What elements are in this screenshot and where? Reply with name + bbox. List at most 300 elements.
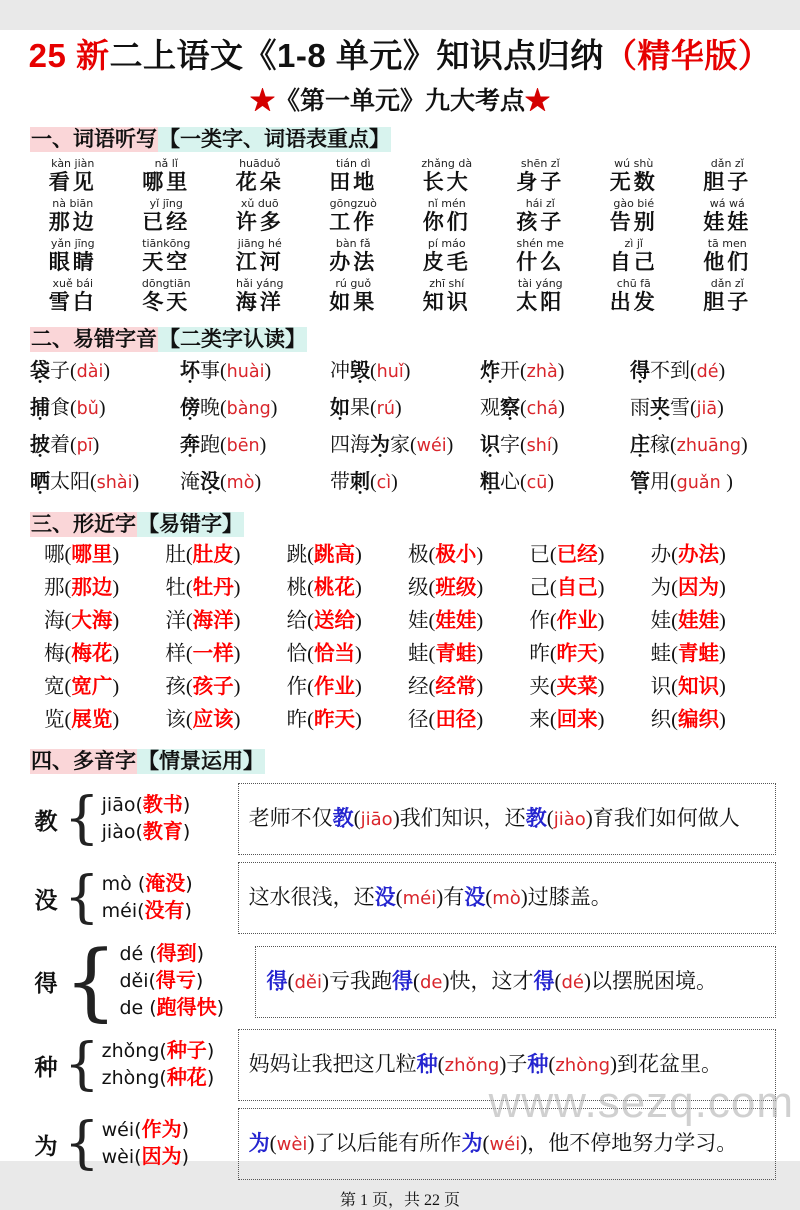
pinyin-paren: (rú)	[370, 397, 402, 419]
pinyin-paren: (zhà)	[520, 360, 565, 382]
pinyin-label: zì jǐ	[624, 237, 643, 250]
char-after: 不到	[650, 360, 690, 382]
word-cell	[120, 277, 214, 314]
pinyin-red: guǎn	[676, 473, 727, 493]
example-sentence: 这水很浅，还没(méi)有没(mò)过膝盖。	[249, 882, 612, 914]
base-char: 来	[529, 709, 550, 731]
pinyin-label: yǎn jīng	[50, 237, 95, 250]
example-word: 极小	[435, 544, 477, 566]
pronunciation-option: zhòng(种花)	[101, 1067, 215, 1089]
star-icon: ★	[249, 87, 275, 115]
similar-char-item: 织(编织)	[650, 709, 726, 731]
subtitle-text: 《第一单元》九大考点	[274, 87, 525, 115]
similar-char-item: 洋(海洋)	[165, 610, 241, 632]
example-word: 昨天	[313, 709, 355, 731]
word-text: 冬天	[142, 290, 191, 314]
error-sound-item	[480, 470, 630, 495]
pinyin-paren: (cū)	[520, 471, 555, 493]
sentence-pinyin: zhòng	[555, 1055, 611, 1076]
pinyin-red: shài	[96, 473, 133, 493]
base-char: 恰	[286, 643, 308, 665]
example-word: 跳高	[313, 544, 355, 566]
base-char: 该	[165, 709, 186, 731]
word-cell	[494, 197, 588, 234]
section-4-header	[30, 748, 800, 775]
pinyin-paren: (shí)	[520, 434, 559, 456]
base-char: 己	[529, 577, 550, 599]
base-char: 娃	[408, 610, 429, 632]
base-char: 经	[408, 676, 429, 698]
word-text: 他们	[703, 250, 752, 274]
emphasized-char: 炸	[480, 360, 500, 382]
word-cell	[494, 237, 588, 274]
base-char: 办	[650, 544, 672, 566]
title-main: 二上语文《1-8 单元》知识点归纳	[109, 37, 604, 74]
base-char: 识	[650, 676, 672, 698]
polyphone-entry	[30, 1029, 776, 1101]
word-text: 工作	[329, 210, 378, 234]
polyphone-entry	[30, 783, 776, 855]
example-word: 娃娃	[677, 610, 719, 632]
similar-char-item: 牡(牡丹)	[165, 577, 241, 599]
option-pinyin: wéi	[101, 1119, 135, 1141]
similar-char-item: 夹(夹菜)	[529, 676, 605, 698]
similar-char-item: 来(回来)	[529, 709, 605, 731]
similar-char-item: 昨(昨天)	[286, 709, 362, 731]
option-pinyin: zhòng	[101, 1067, 160, 1089]
base-char: 作	[529, 610, 550, 632]
pinyin-label: wá wá	[709, 197, 745, 210]
polyphone-char: 教	[34, 808, 58, 834]
option-word: 因为	[141, 1146, 182, 1168]
word-text: 娃娃	[703, 210, 752, 234]
sentence-polyphone-char: 得	[266, 968, 288, 993]
error-sound-item	[480, 359, 630, 384]
section-1-tag: 【一类字、词语表重点】	[159, 128, 390, 151]
section-2-tag: 【二类字认读】	[159, 328, 306, 351]
example-word: 编织	[677, 709, 719, 731]
example-word: 田径	[435, 709, 477, 731]
similar-char-item: 娃(娃娃)	[650, 610, 726, 632]
brace-glyph: {	[64, 1031, 100, 1097]
sentence-pinyin: mò	[492, 888, 521, 909]
pronunciation-option: de (跑得快)	[119, 997, 225, 1019]
example-sentence-box	[255, 946, 776, 1018]
pronunciation-options	[102, 792, 238, 846]
example-word: 恰当	[313, 643, 355, 665]
example-sentence-box	[238, 862, 776, 934]
example-word: 因为	[677, 577, 719, 599]
similar-char-item: 已(已经)	[529, 544, 605, 566]
similar-char-item: 那(那边)	[44, 577, 120, 599]
example-sentence-box	[238, 1029, 776, 1101]
similar-char-item: 昨(昨天)	[529, 643, 605, 665]
sentence-polyphone-char: 没	[374, 885, 396, 909]
polyphone-char: 得	[34, 971, 58, 996]
pinyin-label: dōngtiān	[141, 277, 191, 290]
word-text: 胆子	[703, 290, 752, 314]
pinyin-label: yǐ jīng	[149, 197, 183, 210]
pinyin-paren: (dé)	[690, 360, 726, 382]
option-pinyin: jiào	[101, 821, 136, 843]
emphasized-char: 晒	[30, 471, 50, 493]
word-cell	[587, 197, 681, 234]
similar-char-item: 极(极小)	[408, 544, 484, 566]
word-cell	[213, 197, 307, 234]
error-sound-grid	[30, 359, 780, 495]
error-sound-item	[180, 433, 330, 458]
pinyin-label: hǎi yáng	[236, 277, 284, 290]
error-sound-item	[330, 433, 480, 458]
example-word: 肚皮	[192, 544, 234, 566]
word-cell	[213, 237, 307, 274]
example-word: 应该	[192, 709, 234, 731]
polyphone-char: 没	[34, 887, 58, 913]
emphasized-char: 管	[630, 471, 650, 493]
page-title	[0, 30, 800, 77]
sentence-pinyin: dé	[561, 971, 584, 993]
word-cell	[26, 157, 120, 194]
sentence-polyphone-char: 得	[533, 968, 555, 993]
word-text: 哪里	[142, 170, 191, 194]
similar-char-item: 该(应该)	[165, 709, 241, 731]
section-2-header	[30, 326, 800, 353]
sentence-polyphone-char: 教	[332, 806, 354, 830]
sentence-pinyin: děi	[294, 971, 322, 993]
pronunciation-option: jiào(教育)	[101, 821, 191, 843]
error-sound-item	[480, 396, 630, 421]
pinyin-label: shēn zǐ	[520, 157, 560, 170]
title-suffix: （精华版）	[603, 37, 772, 74]
pinyin-paren: (mò)	[220, 471, 262, 493]
base-char: 径	[408, 709, 429, 731]
pinyin-label: zhī shí	[429, 277, 465, 290]
example-sentence-box	[238, 1108, 776, 1180]
similar-char-item: 为(因为)	[650, 577, 726, 599]
emphasized-char: 没	[200, 471, 220, 493]
pinyin-red: bǔ	[76, 399, 99, 419]
base-char: 昨	[286, 709, 308, 731]
emphasized-char: 披	[30, 434, 50, 456]
word-cell	[681, 277, 775, 314]
pinyin-red: dài	[76, 362, 104, 382]
example-word: 桃花	[313, 577, 355, 599]
pinyin-red: cū	[526, 473, 548, 493]
char-before: 雨	[630, 397, 650, 419]
option-word: 教育	[142, 821, 183, 843]
emphasized-char: 捕	[30, 397, 50, 419]
emphasized-char: 为	[370, 434, 390, 456]
pinyin-red: bēn	[226, 436, 260, 456]
sentence-polyphone-char: 种	[416, 1052, 438, 1076]
base-char: 海	[44, 610, 65, 632]
emphasized-char: 察	[500, 397, 520, 419]
similar-char-item: 办(办法)	[650, 544, 726, 566]
word-text: 那边	[48, 210, 97, 234]
pronunciation-options	[102, 871, 238, 925]
emphasized-char: 傍	[180, 397, 200, 419]
example-sentence: 为(wèi)了以后能有所作为(wéi)，他不停地努力学习。	[249, 1128, 738, 1160]
similar-char-item: 肚(肚皮)	[165, 544, 241, 566]
option-pinyin: jiāo	[101, 794, 136, 816]
pinyin-paren: (jiā)	[690, 397, 724, 419]
char-after: 字	[500, 434, 520, 456]
word-cell	[307, 157, 401, 194]
word-cell	[307, 237, 401, 274]
example-word: 回来	[556, 709, 598, 731]
word-text: 海洋	[235, 290, 284, 314]
polyphone-entry	[30, 1108, 776, 1180]
word-text: 什么	[516, 250, 565, 274]
error-sound-item	[630, 359, 780, 384]
example-word: 班级	[435, 577, 477, 599]
word-text: 出发	[609, 290, 658, 314]
base-char: 昨	[529, 643, 550, 665]
worksheet-page	[0, 30, 800, 1209]
sentence-pinyin: jiào	[553, 809, 586, 830]
error-sound-item	[630, 470, 780, 495]
polyphone-entry	[30, 862, 776, 934]
pronunciation-option: zhǒng(种子)	[101, 1040, 215, 1062]
pinyin-label: shén me	[516, 237, 564, 250]
option-word: 淹没	[145, 873, 186, 895]
emphasized-char: 夹	[650, 397, 670, 419]
example-word: 昨天	[556, 643, 598, 665]
similar-char-item: 跳(跳高)	[286, 544, 362, 566]
example-word: 自己	[556, 577, 598, 599]
pinyin-red: wéi	[416, 436, 447, 456]
pinyin-red: huài	[226, 362, 265, 382]
pinyin-label: tài yáng	[517, 277, 563, 290]
pinyin-red: jiā	[696, 399, 718, 419]
pinyin-red: huǐ	[376, 362, 404, 382]
word-cell	[681, 157, 775, 194]
similar-char-item: 己(自己)	[529, 577, 605, 599]
pronunciation-options	[102, 1038, 238, 1092]
emphasized-char: 坏	[180, 360, 200, 382]
pronunciation-option: méi(没有)	[101, 900, 192, 922]
base-char: 级	[408, 577, 429, 599]
example-sentence: 老师不仅教(jiāo)我们知识，还教(jiào)育我们如何做人	[249, 803, 740, 835]
word-cell	[26, 237, 120, 274]
word-text: 知识	[422, 290, 471, 314]
word-cell	[307, 197, 401, 234]
word-text: 办法	[329, 250, 378, 274]
pinyin-red: zhà	[526, 362, 558, 382]
similar-char-item: 娃(娃娃)	[408, 610, 484, 632]
base-char: 哪	[44, 544, 65, 566]
word-text: 雪白	[48, 290, 97, 314]
char-after: 事	[200, 360, 220, 382]
pinyin-paren: (bēn)	[220, 434, 267, 456]
pinyin-red: zhuāng	[676, 436, 741, 456]
similar-char-item: 蛙(青蛙)	[650, 643, 726, 665]
option-word: 得亏	[155, 970, 196, 992]
error-sound-item	[30, 433, 180, 458]
error-sound-item	[180, 359, 330, 384]
similar-char-item: 恰(恰当)	[286, 643, 362, 665]
example-word: 海洋	[192, 610, 234, 632]
word-cell	[494, 157, 588, 194]
word-dictation-table	[26, 157, 774, 314]
similar-char-item: 给(送给)	[286, 610, 362, 632]
word-text: 长大	[422, 170, 471, 194]
emphasized-char: 刺	[350, 471, 370, 493]
example-word: 作业	[313, 676, 355, 698]
option-word: 种子	[166, 1040, 207, 1062]
option-word: 作为	[141, 1119, 182, 1141]
pinyin-paren: (dài)	[70, 360, 111, 382]
base-char: 作	[286, 676, 308, 698]
sentence-polyphone-char: 种	[527, 1052, 549, 1076]
pronunciation-option: děi(得亏)	[119, 970, 204, 992]
word-cell	[120, 157, 214, 194]
error-sound-item	[330, 396, 480, 421]
sentence-polyphone-char: 没	[464, 885, 486, 909]
example-word: 宽广	[71, 676, 113, 698]
base-char: 样	[165, 643, 186, 665]
error-sound-item	[480, 433, 630, 458]
page-number: 第 1 页，共 22 页	[339, 1192, 460, 1209]
sentence-polyphone-char: 为	[248, 1131, 270, 1155]
section-3-tag: 【易错字】	[138, 513, 243, 536]
polyphone-char: 种	[34, 1054, 58, 1080]
pinyin-paren: (wéi)	[410, 434, 454, 456]
example-word: 办法	[677, 544, 719, 566]
section-4-title: 四、多音字	[31, 750, 136, 773]
pronunciation-option: jiāo(教书)	[101, 794, 191, 816]
char-after: 跑	[200, 434, 220, 456]
pinyin-paren: (shài)	[90, 471, 140, 493]
pinyin-paren: (huǐ)	[370, 360, 411, 382]
example-sentence: 妈妈让我把这几粒种(zhǒng)子种(zhòng)到花盆里。	[249, 1049, 722, 1081]
base-char: 览	[44, 709, 65, 731]
pinyin-paren: (guǎn )	[670, 471, 733, 493]
word-text: 皮毛	[422, 250, 471, 274]
base-char: 织	[650, 709, 672, 731]
similar-char-item: 宽(宽广)	[44, 676, 120, 698]
pinyin-paren: (cì)	[370, 471, 398, 493]
pinyin-label: dǎn zǐ	[710, 277, 744, 290]
pronunciation-option: wèi(因为)	[101, 1146, 189, 1168]
similar-char-item: 览(展览)	[44, 709, 120, 731]
sentence-pinyin: wéi	[489, 1134, 521, 1155]
example-word: 展览	[71, 709, 113, 731]
pronunciation-option: mò (淹没)	[101, 873, 193, 895]
pinyin-label: xuě bái	[52, 277, 94, 290]
error-sound-item	[630, 433, 780, 458]
polyphone-list	[30, 783, 776, 1180]
word-text: 告别	[609, 210, 658, 234]
word-cell	[494, 277, 588, 314]
example-word: 作业	[556, 610, 598, 632]
example-word: 夹菜	[556, 676, 598, 698]
error-sound-item	[330, 470, 480, 495]
pinyin-red: cì	[376, 473, 392, 493]
similar-char-item: 识(知识)	[650, 676, 726, 698]
sentence-pinyin: wèi	[276, 1134, 308, 1155]
pinyin-red: shí	[526, 436, 552, 456]
pinyin-label: pí máo	[427, 237, 466, 250]
base-char: 孩	[165, 676, 186, 698]
example-word: 牡丹	[192, 577, 234, 599]
word-text: 花朵	[235, 170, 284, 194]
pinyin-label: nà biān	[52, 197, 94, 210]
similar-char-item: 桃(桃花)	[286, 577, 362, 599]
pronunciation-options	[119, 941, 255, 1022]
base-char: 桃	[286, 577, 308, 599]
error-sound-item	[30, 470, 180, 495]
sentence-pinyin: méi	[402, 888, 437, 909]
similar-char-item: 径(田径)	[408, 709, 484, 731]
word-cell	[213, 277, 307, 314]
word-text: 江河	[235, 250, 284, 274]
similar-char-item: 作(作业)	[286, 676, 362, 698]
word-text: 你们	[422, 210, 471, 234]
char-before: 四海	[330, 434, 370, 456]
example-word: 大海	[71, 610, 113, 632]
section-3-header	[30, 511, 800, 538]
similar-char-grid	[44, 544, 772, 732]
option-word: 教书	[142, 794, 183, 816]
char-before: 带	[330, 471, 350, 493]
similar-char-item: 作(作业)	[529, 610, 605, 632]
pinyin-label: gào bié	[613, 197, 655, 210]
emphasized-char: 识	[480, 434, 500, 456]
char-before: 冲	[330, 360, 350, 382]
base-char: 梅	[44, 643, 65, 665]
error-sound-item	[330, 359, 480, 384]
example-word: 经常	[435, 676, 477, 698]
option-pinyin: mò	[101, 873, 138, 895]
example-word: 一样	[192, 643, 234, 665]
word-cell	[681, 237, 775, 274]
base-char: 夹	[529, 676, 550, 698]
word-text: 看见	[48, 170, 97, 194]
base-char: 蛙	[650, 643, 672, 665]
pinyin-label: tā men	[707, 237, 747, 250]
section-2-title: 二、易错字音	[31, 328, 157, 351]
base-char: 洋	[165, 610, 186, 632]
pinyin-paren: (pī)	[70, 434, 100, 456]
word-cell	[587, 237, 681, 274]
polyphone-char: 为	[34, 1133, 58, 1159]
option-pinyin: méi	[101, 900, 138, 922]
pinyin-red: chá	[526, 399, 559, 419]
example-word: 青蛙	[677, 643, 719, 665]
base-char: 跳	[286, 544, 308, 566]
char-after: 果	[350, 397, 370, 419]
char-after: 着	[50, 434, 70, 456]
brace-glyph: {	[64, 864, 100, 930]
pinyin-label: nǎ lǐ	[154, 157, 178, 170]
char-before: 淹	[180, 471, 200, 493]
error-sound-item	[180, 396, 330, 421]
similar-char-item: 蛙(青蛙)	[408, 643, 484, 665]
word-text: 太阳	[516, 290, 565, 314]
option-pinyin: wèi	[101, 1146, 135, 1168]
sentence-polyphone-char: 得	[391, 968, 413, 993]
brace-glyph: {	[64, 785, 100, 851]
error-sound-item	[180, 470, 330, 495]
pinyin-paren: (zhuāng)	[670, 434, 748, 456]
word-cell	[400, 157, 494, 194]
example-sentence: 得(děi)亏我跑得(de)快，这才得(dé)以摆脱困境。	[266, 966, 717, 998]
base-char: 为	[650, 577, 672, 599]
page-subtitle	[0, 81, 800, 117]
word-cell	[587, 277, 681, 314]
word-text: 许多	[235, 210, 284, 234]
